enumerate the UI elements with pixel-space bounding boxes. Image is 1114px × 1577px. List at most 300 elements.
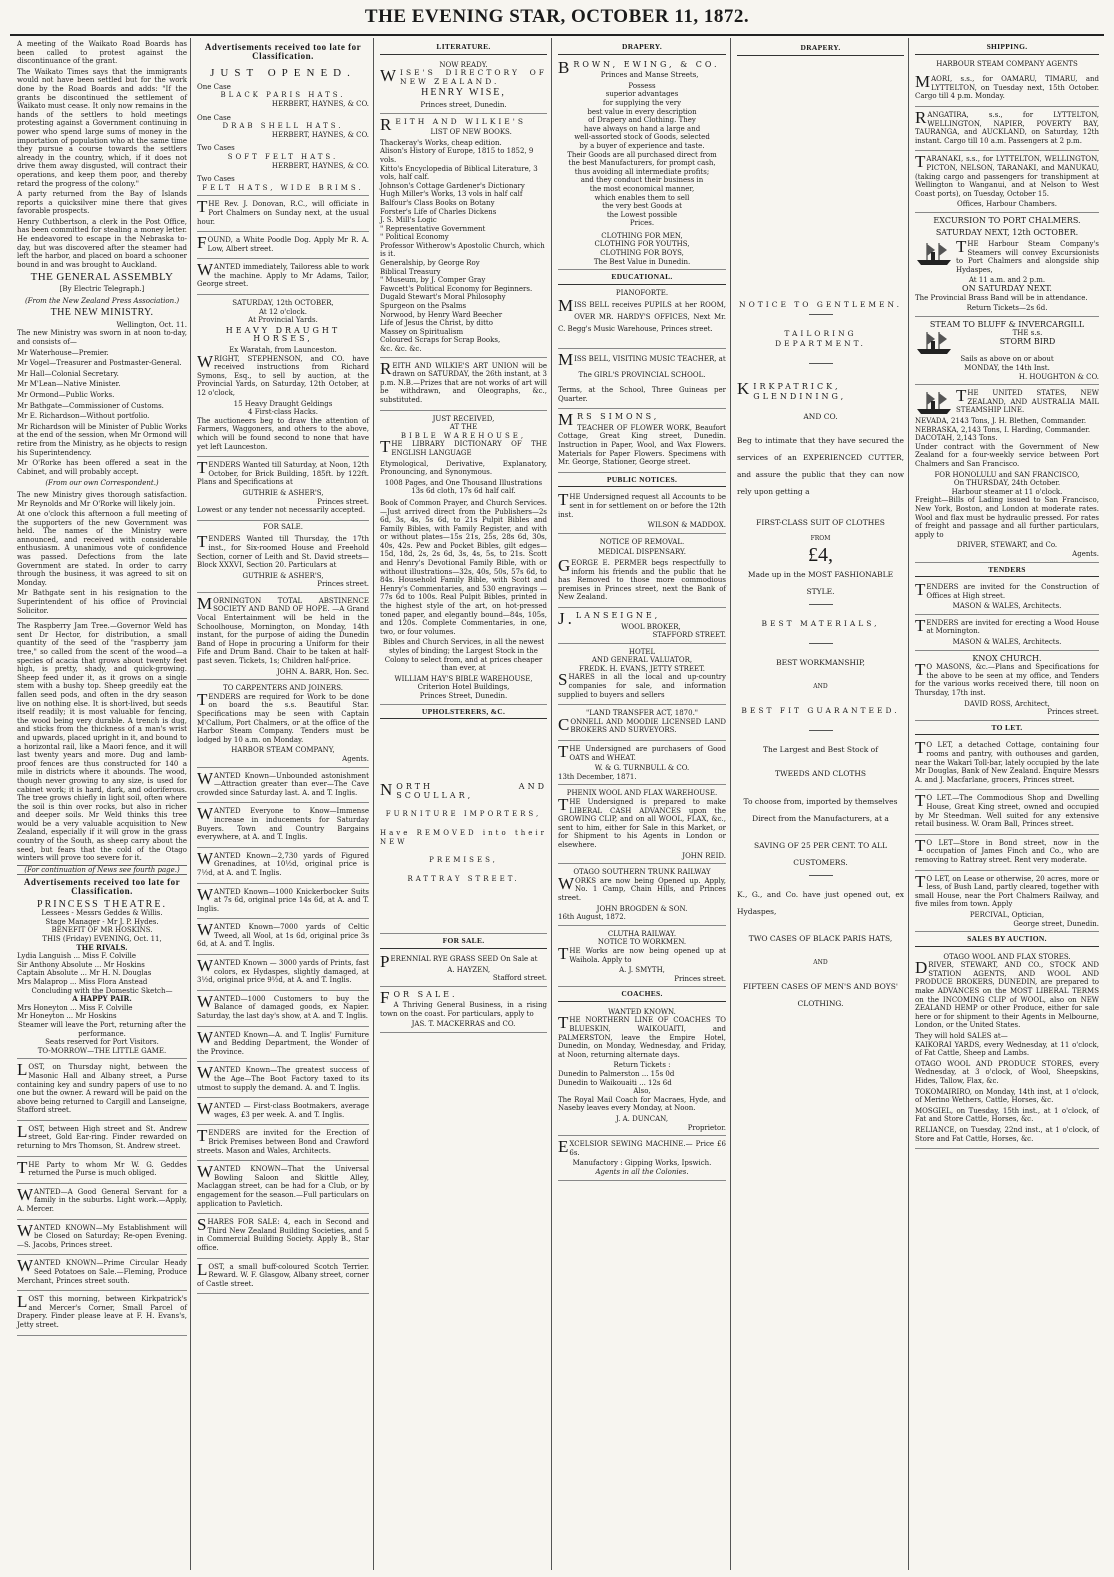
jam-tree-article: The Raspberry Jam Tree.—Governor Weld has sent Dr Hector, for distribution, a small quantity of the seed of the "raspberry jam tree," so called from the scent of the wood—a species of acacia that grows about twenty feet high, is pretty, shady, and quick-growing. Sheep feed under it, as it grows on a single stem with a bushy top. Sheep greedily eat the fallen seed pods, and often in the dry season live on nothing else. It is short-lived, but seeds itself readily; it is most valuable for fencing, the wood being very durable. A trench is dug, and sticks from the thickness of a man's wrist and upwards, placed upright in it, and bound to a horizontal rail, like a Maori fence, and it will last twenty years and more. Dug and lamb-proof fences are thus constructed for 140 a mile in districts where it abounds. The wood, though never growing to any size, is used for cabinet work; it is hard, dark, and odoriferous. The tree grows chiefly in light soil, often where the soil is thin over rocks, but also in richer and deeper soils. Mr Weld thinks this tree would be a very valuable acquisition to New Zealand, especially if it will grow in the grass country of the South, as sheep carry about the seed, but fears that the cold of the Otago winters will prove too severe for it. — [17, 622, 187, 863]
sale-time: At 12 o'clock. — [258, 307, 307, 316]
hat-firm: HERBERT, HAYNES, & CO. — [271, 161, 369, 170]
storm-date: MONDAY, the 14th Inst. — [964, 364, 1050, 373]
freight-body: Freight—Bills of Lading issued to San Francisco, New York, Boston, and London at moderate rates. Wool and flax must be hydraulic pressed. For rates of freight and passage and all further particulars, apply to — [915, 496, 1099, 539]
hats-ad — [197, 63, 369, 196]
inglis-ads — [197, 770, 369, 1126]
inglis-ad — [197, 850, 369, 884]
ship-icon — [915, 389, 953, 415]
small-ad — [17, 1257, 187, 1291]
continuation-note: (For continuation of News see fourth page.) — [17, 865, 187, 876]
notice-ad-text: THE Rev. J. Donovan, R.C., will officiate in Port Chalmers on Sunday next, at the usual hour. — [197, 197, 369, 226]
houghton-name: H. HOUGHTON & CO. — [1018, 372, 1099, 381]
manufactory-line: Manufactory : Gipping Works, Ipswich. — [572, 1159, 712, 1168]
book-entry: Biblical Treasury — [380, 267, 441, 276]
clutha-heading: CLUTHA RAILWAY. — [607, 929, 677, 938]
alongside-line: Harbour steamer at 11 o'clock. — [951, 487, 1063, 496]
cast-entry: Mr Honeyton ... Mr Hoskins — [17, 1012, 117, 1021]
tweeds-line: TWEEDS AND CLOTHS — [774, 769, 867, 778]
and-line: AND — [813, 683, 828, 690]
section-tenders: TENDERS — [915, 565, 1099, 578]
column-rule — [551, 38, 552, 1570]
inglis-ad — [197, 770, 369, 804]
assembly-title: THE GENERAL ASSEMBLY — [30, 271, 174, 284]
brown-line: the very best Goods at — [602, 202, 682, 211]
cast-entry: Mrs Honeyton ... Miss F. Colville — [17, 1003, 133, 1012]
shares-ad — [197, 1216, 369, 1258]
theatre-title: PRINCESS THEATRE. — [37, 898, 167, 910]
inglis-ad — [197, 921, 369, 955]
pianoforte-heading: PIANOFORTE. — [615, 288, 669, 297]
ship-list — [915, 417, 1099, 443]
tender2-sig: MASON & WALES, Architects. — [952, 638, 1062, 647]
small-ad-text: THE Party to whom Mr W. G. Geddes returned the Purse is much obliged. — [17, 1157, 187, 1178]
dateline: Wellington, Oct. 11. — [116, 320, 187, 329]
excelsior-ad — [558, 1138, 726, 1180]
column-rule — [908, 38, 909, 1570]
minister-entry: Mr Vogel—Treasurer and Postmaster-General. — [17, 359, 182, 368]
book-entry: Forster's Life of Charles Dickens — [380, 207, 497, 216]
book-entry: Massey on Spiritualism — [380, 327, 464, 336]
now-ready: NOW READY. — [439, 60, 488, 69]
north-title: NORTH AND SCOULLAR, — [380, 780, 547, 800]
phenix-ad — [558, 787, 726, 864]
tenders-ad-3 — [197, 1127, 369, 1161]
theatre-evening: THIS (Friday) EVENING, Oct. 11, — [42, 935, 162, 943]
suit-heading: FIRST-CLASS SUIT OF CLOTHES — [756, 518, 885, 527]
fit-line: BEST FIT GUARANTEED. — [741, 706, 900, 715]
bible-warehouse-ad — [380, 413, 547, 705]
tenders2-body: TENDERS Wanted till Thursday, the 17th inst., for Six-roomed House and Freehold Section, corner of Leith and St. David streets—Block XXXVI, Section 20. Particulars at — [197, 532, 369, 570]
column-news — [14, 40, 190, 1570]
storm-name: STORM BIRD — [999, 337, 1056, 347]
hat-qty: Two Cases — [197, 144, 235, 153]
tender1-sig: MASON & WALES, Architects. — [952, 602, 1062, 611]
suit-price: £4, — [808, 544, 833, 566]
column-late-ads — [194, 40, 372, 1570]
oats-sig: W. & G. TURNBULL & CO. — [594, 764, 690, 773]
excursion-times: At 11 a.m. and 2 p.m. — [968, 276, 1046, 285]
at-the: AT THE — [449, 423, 478, 432]
inglis-ad — [197, 805, 369, 847]
tender-1-ad — [915, 581, 1099, 615]
inglis-ad-text: WANTED — First-class Bootmakers, average wages, £3 per week. A. and T. Inglis. — [197, 1099, 369, 1119]
percival-name: PERCIVAL, Optician, — [969, 910, 1045, 919]
minister-entry: Mr O'Rorke has been offered a seat in the Cabinet, and will probably accept. — [17, 459, 187, 476]
section-drapery: DRAPERY. — [737, 42, 904, 56]
theatre-play: THE RIVALS. — [76, 942, 128, 952]
tenders1-body: TENDERS Wanted till Saturday, at Noon, 12th October, for Brick Building, 185ft. by 122ft. Plans and Specifications at — [197, 458, 369, 487]
ministry-title: THE NEW MINISTRY. — [50, 307, 154, 319]
wanted-known-heading: WANTED KNOWN. — [608, 1007, 676, 1016]
book-entry: Coloured Scraps for Scrap Books, — [380, 336, 501, 345]
sale-lots: 15 Heavy Draught Geldings — [233, 399, 333, 408]
intimate-body: Beg to intimate that they have secured the services of an EXPERIENCED CUTTER, and assure the public that they can now rely upon getting a — [737, 436, 904, 496]
book-entry: Professor Witherow's Apostolic Church, which is it. — [380, 241, 545, 259]
honolulu-heading: FOR HONOLULU and SAN FRANCISCO, — [934, 470, 1080, 479]
connell-ad — [558, 707, 726, 741]
for-sale-heading: FOR SALE. — [263, 522, 303, 531]
sale-note: The auctioneers beg to draw the attention of Farmers, Waggoners, and others to the above, which will be found second to none that have yet left Launceston. — [197, 416, 369, 451]
bell1-body: MISS BELL receives PUPILS at her ROOM, OVER MR. HARDY'S OFFICES, Next Mr. C. Begg's Music Warehouse, Princes street. — [558, 296, 726, 334]
press-assoc: (From the New Zealand Press Association.) — [24, 296, 180, 305]
sale-entry: TOKOMAIRIRO, on Monday, 14th inst, at 1 o'clock, of Merino Wethers, Cattle, Horses, &c. — [915, 1087, 1099, 1105]
brown-line: have always on hand a large and — [583, 124, 701, 133]
medical-heading: MEDICAL DISPENSARY. — [598, 548, 686, 557]
fare-entry: Dunedin to Palmerston ... 15s 0d — [558, 1070, 675, 1079]
art-union-ad — [380, 360, 547, 411]
inglis-ad — [197, 1100, 369, 1125]
excursion-body: THE Harbour Steam Company's Steamers will convey Excursionists to Port Chalmers and alongside ship Hydaspes, — [956, 237, 1099, 274]
horse-sale-ad — [197, 297, 369, 457]
small-ad — [17, 1123, 187, 1157]
clothing-lines — [558, 232, 726, 266]
smyth-name: A. J. SMYTH, — [619, 966, 665, 975]
book-entry: Norwood, by Henry Ward Beecher — [380, 310, 503, 319]
for-sale-title: FOR SALE. — [380, 987, 458, 1007]
own-correspondent: (From our own Correspondent.) — [45, 479, 159, 488]
mackerras-name: JAS. T. MACKERRAS and CO. — [411, 1020, 516, 1029]
proprietor-line: Proprietor. — [687, 1123, 726, 1132]
hat-item: FELT HATS, WIDE BRIMS. — [202, 183, 364, 192]
otago-rail-heading: OTAGO SOUTHERN TRUNK RAILWAY — [573, 868, 711, 877]
fifteen-line: FIFTEEN CASES OF MEN'S AND BOYS' CLOTHING. — [743, 982, 898, 1008]
book-entry: " Political Economy — [380, 233, 449, 242]
tenders-ad-2 — [197, 533, 369, 593]
inglis-ad-text: WANTED Everyone to Know—Immense increase in inducements for Saturday Buyers. Town and Country Bargains everywhere, at A. and T. Inglis. — [197, 804, 369, 842]
let-4-ad — [915, 873, 1099, 933]
small-ad-text: WANTED—A Good General Servant for a family in the suburbs. Light work.—Apply, A. Mercer. — [17, 1184, 187, 1214]
oats-body: THE Undersigned are purchasers of Good OATS and WHEAT. — [558, 742, 726, 762]
tailoring-heading: TAILORING DEPARTMENT. — [775, 329, 866, 348]
inglis-ad — [197, 886, 369, 920]
tenders-ad-1 — [197, 459, 369, 521]
hayzen-name: A. HAYZEN, — [447, 965, 491, 974]
thursday-line: On THURSDAY, 24th October. — [953, 479, 1061, 488]
ship-entry: DACOTAH, 2,143 Tons. — [915, 434, 998, 443]
us-mail-ad — [915, 387, 1099, 562]
column-literature — [377, 40, 550, 1570]
section-to-let: TO LET. — [915, 723, 1099, 736]
hay-loc2: Princes Street, Dunedin. — [419, 691, 508, 700]
brown-line: which enables them to sell — [594, 193, 690, 202]
reith-title: REITH AND WILKIE'S — [380, 114, 526, 134]
book-entry: Spurgeon on the Psalms — [380, 302, 467, 311]
let2-body: TO LET.—The Commodious Shop and Dwelling House, Great King street, owned and occupied by Mr Steedman. Well suited for any extensive retail business. W. Oram Ball, Princes street. — [915, 791, 1099, 829]
bell-ad-1 — [558, 297, 726, 349]
removal-heading: NOTICE OF REMOVAL. — [599, 537, 685, 546]
just-received: JUST RECEIVED, — [432, 414, 495, 423]
book-entry: Life of Jesus the Christ, by ditto — [380, 319, 493, 328]
wise-name: HENRY WISE, — [421, 87, 506, 99]
book-list — [380, 139, 547, 354]
reith-list-title: LIST OF NEW BOOKS. — [430, 128, 512, 137]
let-1-ad — [915, 739, 1099, 790]
mornington-sig: JOHN A. BARR, Hon. Sec. — [276, 667, 369, 676]
otago-wool-heading: OTAGO WOOL AND FLAX STORES. — [943, 952, 1071, 961]
telegraph-note: [By Electric Telegraph.] — [59, 285, 145, 294]
wilson-sig: WILSON & MADDOX. — [647, 521, 726, 530]
sales-list — [915, 1041, 1099, 1144]
theatre-lessees: Lessees - Messrs Geddes & Willis. — [41, 909, 163, 918]
phenix-heading: PHENIX WOOL AND FLAX WAREHOUSE. — [566, 789, 718, 798]
inglis-ad-text: WANTED Known — 3000 yards of Prints, fast colors, ex Hydaspes, slightly damaged, at 3½d, original price 9½d, at A. and T. Inglis. — [197, 956, 369, 985]
bowling-ad — [197, 1163, 369, 1214]
sale-entry: KAIKORAI YARDS, every Wednesday, at 11 o'clock, of Fat Cattle, Sheep and Lambs. — [915, 1040, 1099, 1058]
choose-line: To choose from, imported by themselves Direct from the Manufacturers, at a — [743, 797, 898, 823]
mornington-body: MORNINGTON TOTAL ABSTINENCE SOCIETY AND BAND OF HOPE. —A Grand Vocal Entertainment will be held in the Schoolhouse, Mornington, on Monday, 14th instant, for the purpose of aiding the Dunedin Band of Hope in procuring a Uniform for their Fife and Drum Band. Chair to be taken at half-past seven. Tickets, 1s; Children half-price. — [197, 593, 369, 666]
inglis-ad-text: WANTED Known—A. and T. Inglis' Furniture and Bedding Department, the Wonder of the Province. — [197, 1027, 369, 1056]
agents-line: Agents. — [1072, 549, 1099, 558]
shares-body: SHARES FOR SALE: 4, each in Second and Third New Zealand Building Societies, and 5 in Commercial Building Society. Apply B., Star office. — [197, 1215, 369, 1252]
minister-entry: Mr Waterhouse—Premier. — [17, 348, 109, 357]
small-ad — [17, 1061, 187, 1121]
offices-line: Offices, Harbour Chambers. — [957, 200, 1057, 209]
maori-ad — [915, 73, 1099, 107]
rangatira-ad — [915, 109, 1099, 151]
sales-intro: They will hold SALES at— — [915, 1032, 1008, 1041]
book-entry: &c. &c. &c. — [380, 345, 422, 353]
section-for-sale: FOR SALE. — [380, 936, 547, 949]
inglis-ad — [197, 1029, 369, 1063]
return-tickets: Return Tickets : — [613, 1061, 671, 1070]
art-union-body: REITH AND WILKIE'S ART UNION will be drawn on SATURDAY, the 26th instant, at 3 p.m. N.B.—Prizes that are not works of art will be withdrawn, and Oleographs, &c., substituted. — [380, 358, 547, 404]
inglis-ad-text: WANTED Known—The greatest success of the Age—The Boot Factory taxed to its utmost to supply the demand. A. and T. Inglis. — [197, 1063, 369, 1092]
theatre-cast — [17, 952, 187, 986]
brown-ewing-ad — [558, 59, 726, 271]
let4-body: TO LET, on Lease or otherwise, 20 acres, more or less, of Bush Land, partly cleared, together with small House, near the Port Chalmers Railway, and five miles from town. Apply — [915, 871, 1099, 909]
small-ad — [17, 1159, 187, 1184]
fare-entry: Dunedin to Waikouaiti ... 12s 6d — [558, 1078, 672, 1087]
sale-title: HEAVY DRAUGHT HORSES, — [225, 325, 341, 344]
inglis-ad-text: WANTED Known—1000 Knickerbocker Suits at 7s 6d, original price 14s 6d, at A. and T. Inglis. — [197, 884, 369, 913]
masthead-rule — [10, 34, 1104, 36]
carpenters-ad — [197, 682, 369, 767]
minister-entry: Mr E. Richardson—Without portfolio. — [17, 412, 150, 421]
hat-item: DRAB SHELL HATS. — [222, 122, 344, 131]
smyth-loc: Princes street. — [674, 974, 726, 983]
correspondent-paragraph: Mr Bathgate sent in his resignation to the Superintendent of his office of Provincial Solicitor. — [17, 589, 187, 615]
band-line: The Provincial Brass Band will be in attendance. — [915, 293, 1088, 302]
and-line-2: AND — [813, 959, 828, 966]
brown-line: well-assorted stock of Goods, selected — [574, 133, 710, 142]
tender-2-ad — [915, 617, 1099, 651]
saving-line: SAVING OF 25 PER CENT. TO ALL CUSTOMERS. — [753, 841, 888, 867]
misc-ads — [197, 198, 369, 295]
hotel-heading: HOTEL — [628, 647, 656, 656]
storm-bird-ad — [915, 319, 1099, 385]
notice-ad — [197, 261, 369, 295]
hat-item: BLACK PARIS HATS. — [220, 91, 346, 100]
theatre-sketch: A HAPPY PAIR. — [72, 994, 132, 1004]
taranaki-body: TARANAKI, s.s., for LYTTELTON, WELLINGTON, PICTON, NELSON, TARANAKI, and MANUKAU, (taking cargo and passengers for transhipment at Wellington to Wanganui, and at Nelson to West Coast ports), on Tuesday, October 15. — [915, 152, 1099, 198]
land-act-heading: "LAND TRANSFER ACT, 1870." — [585, 709, 699, 718]
small-ad-text: WANTED KNOWN—My Establishment will be Closed on Saturday; Re-open Evening.—S. Jacobs, Princes street. — [17, 1220, 187, 1249]
hay-loc: Criterion Hotel Buildings, — [417, 683, 510, 692]
simons-title: MRS SIMONS, — [558, 410, 660, 430]
tickets-line: Return Tickets—2s 6d. — [966, 304, 1048, 313]
late-ads-title: Advertisements received too late for Classification. — [204, 42, 362, 61]
north-scoullar-ad — [380, 723, 547, 934]
inglis-ad-text: WANTED Known—Unbounded astonishment—Attraction greater than ever—The Cave crowded since Saturday last. A. and T. Inglis. — [197, 768, 369, 797]
auction-ad — [915, 951, 1099, 1149]
ship-entry: NEVADA, 2143 Tons, J. H. Blethen, Commander. — [915, 417, 1087, 425]
book-entry: Fawcett's Political Economy for Beginners. — [380, 284, 533, 293]
small-ad-text: WANTED KNOWN—Prime Circular Heady Seed Potatoes on Sale.—Fleming, Produce Merchant, Princes street south. — [17, 1256, 187, 1285]
brown-line: Their Goods are all purchased direct from — [567, 150, 717, 159]
permer-body: GEORGE E. PERMER begs respectfully to inform his friends and the public that he has Removed to those more commodious premises in Princes street, next the Bank of New Zealand. — [558, 555, 726, 602]
news-paragraph: Henry Cuthbertson, a clerk in the Post Office, has been committed for stealing a money letter. He endeavored to escape in the Nebraska to-day, but was discovered after the steamer had left the harbor, and placed on board a schooner bound in and was brought to Auckland. — [17, 217, 187, 269]
royal-mail-body: The Royal Mail Coach for Macraes, Hyde, and Naseby leaves every Monday, at Noon. — [558, 1095, 726, 1113]
minister-entry: Mr Hall—Colonial Secretary. — [17, 369, 119, 378]
lost-dog-ad — [197, 1261, 369, 1295]
wilson-body: THE Undersigned request all Accounts to be sent in for settlement on or before the 12th inst. — [558, 490, 726, 519]
lanseigne-role: WOOL BROKER, — [621, 622, 681, 631]
phenix-sig: JOHN REID. — [682, 851, 726, 860]
evans-ad — [558, 646, 726, 706]
inglis-ad — [197, 993, 369, 1027]
shares-body: SHARES in all the local and up-country companies for sale, and information supplied to buyers and sellers — [558, 670, 726, 699]
theatre-seats: Seats reserved for Port Visitors. — [45, 1038, 159, 1047]
library-title: THE LIBRARY DICTIONARY OF THE ENGLISH LANGUAGE — [380, 437, 547, 457]
knox-heading: KNOX CHURCH. — [972, 653, 1042, 663]
brown-body — [558, 82, 726, 228]
excursion-date: SATURDAY NEXT, 12th OCTOBER. — [935, 227, 1079, 237]
column-shipping — [912, 40, 1102, 1570]
theatre-ad — [17, 899, 187, 1060]
section-educational: EDUCATIONAL. — [558, 272, 726, 285]
section-auction: SALES BY AUCTION. — [915, 934, 1099, 947]
minister-entry: Mr Bathgate—Commissioner of Customs. — [17, 401, 164, 410]
ship-icon — [915, 329, 953, 355]
inglis-ad — [197, 957, 369, 991]
business-ad — [380, 989, 547, 1033]
tenders2-firm: GUTHRIE & ASHER'S, — [242, 571, 324, 580]
sale-entry: MOSGIEL, on Tuesday, 15th inst., at 1 o'clock, of Fat and Store Cattle, Horses, &c. — [915, 1106, 1099, 1124]
works-date: 16th August, 1872. — [558, 913, 626, 922]
excursion-ad — [915, 215, 1099, 317]
tenders2-loc: Princes street. — [317, 580, 369, 589]
small-ad-text: LOST, between High street and St. Andrew street, Gold Ear-ring. Finder rewarded on returning to Mrs Thomson, St. Andrew street. — [17, 1121, 187, 1151]
lanseigne-loc: STAFFORD STREET. — [652, 631, 726, 640]
let-2-ad — [915, 792, 1099, 834]
book-entry: Generalship, by George Roy — [380, 259, 480, 268]
ministry-intro: The new Ministry was sworn in at noon to-day, and consists of— — [17, 329, 187, 346]
taranaki-ad — [915, 153, 1099, 213]
simons-ad — [558, 411, 726, 473]
theatre-cast2 — [17, 1004, 187, 1021]
hat-firm: HERBERT, HAYNES, & CO. — [271, 130, 369, 139]
bell2-terms: Terms, at the School, Three Guineas per Quarter. — [558, 386, 726, 403]
cast-entry: Mrs Malaprop ... Miss Flora Anstead — [17, 977, 148, 986]
hat-firm: HERBERT, HAYNES, & CO. — [271, 99, 369, 108]
minister-entry: Mr Ormond—Public Works. — [17, 390, 115, 399]
clothing-line: CLOTHING FOR YOUTHS, — [594, 240, 690, 249]
small-ad — [17, 1222, 187, 1256]
brown-line: Possess — [628, 81, 656, 90]
theatre-steamer: Steamer will leave the Port, returning after the performance. — [18, 1020, 186, 1038]
bowling-body: WANTED KNOWN—That the Universal Bowling Saloon and Skittle Alley, Maclaggan street, can be had for a Club, or by engagement for the season.—Full particulars on application to Pavletich. — [197, 1162, 369, 1208]
ross-name: DAVID ROSS, Architect, — [964, 699, 1050, 708]
tenders1-loc: Princes street. — [317, 497, 369, 506]
cast-entry: Captain Absolute ... Mr H. N. Douglas — [17, 969, 152, 978]
news-paragraph: A party returned from the Bay of Islands reports a quicksilver mine there that gives favorable prospects. — [17, 190, 187, 216]
section-upholsterers: UPHOLSTERERS, &C. — [380, 707, 547, 720]
also-line: Also, — [633, 1087, 651, 1096]
oats-date: 13th December, 1871. — [558, 772, 637, 781]
business-body: A Thriving General Business, in a rising town on the coast. For particulars, apply to — [380, 1001, 547, 1018]
sale-ex: Ex Waratah, from Launceston. — [229, 346, 337, 355]
bell2-body: MISS BELL, VISITING MUSIC TEACHER, at — [558, 350, 726, 370]
hats-list — [197, 83, 369, 193]
driver-name: DRIVER, STEWART, and Co. — [956, 541, 1058, 550]
brown-line: and they conduct their business in — [580, 176, 704, 185]
knox-ad — [915, 653, 1099, 721]
fares-list — [558, 1070, 726, 1087]
brown-line: of Drapery and Clothing. They — [588, 116, 696, 125]
small-ad-text: LOST this morning, between Kirkpatrick's and Mercer's Corner, Small Parcel of Drapery. Finder please leave at F. H. Evans's, Jetty street. — [17, 1292, 187, 1329]
warehouse-title: BIBLE WAREHOUSE, — [400, 431, 527, 440]
excursion-heading: EXCURSION TO PORT CHALMERS. — [933, 215, 1081, 225]
removed-line: Have REMOVED into their NEW — [380, 828, 547, 846]
column-rule — [373, 38, 374, 1570]
cast-entry: Sir Anthony Absolute ... Mr Hoskins — [17, 960, 145, 969]
let3-body: TO LET—Store in Bond street, now in the occupation of James Finch and Co., who are removing to Rattray street. Rent very moderate. — [915, 835, 1099, 864]
section-literature: LITERATURE. — [380, 42, 547, 55]
simons-body: TEACHER OF FLOWER WORK, Beaufort Cottage, Great King street, Dunedin. Instruction in Paper, Wool, and Wax Flowers. Materials for Paper Flowers. Specimens with Mr. George, Stationer, George street. — [558, 423, 726, 467]
hat-qty: One Case — [197, 113, 231, 122]
and-co: AND CO. — [803, 412, 838, 421]
rangatira-body: RANGATIRA, s.s., for LYTTELTON, WELLINGTON, NAPIER, POVERTY BAY, TAURANGA, and AUCKLAND, on Saturday, 12th instant. Cargo till 10 a.m. Passengers at 2 p.m. — [915, 107, 1099, 145]
lanseigne-ad — [558, 610, 726, 644]
maori-body: MAORI, s.s., for OAMARU, TIMARU, and LYTTELTON, on Tuesday next, 15th October. Cargo till 4 p.m. Monday. — [915, 72, 1099, 101]
section-drapery: DRAPERY. — [558, 42, 726, 55]
carpenters-title: TO CARPENTERS AND JOINERS. — [223, 684, 343, 693]
cast-entry: Lydia Languish ... Miss F. Colville — [17, 952, 137, 961]
inglis-ad-text: WANTED Known—2,730 yards of Figured Grenadines, at 10½d, original price is 7½d, at A. and T. Inglis. — [197, 848, 369, 877]
turnbull-ad — [558, 743, 726, 785]
clothing-line: The Best Value in Dunedin. — [593, 257, 691, 266]
carpenters-sig: HARBOR STEAM COMPANY, — [231, 746, 335, 755]
correspondent-text — [17, 491, 187, 615]
notice-gentlemen: NOTICE TO GENTLEMEN. — [739, 300, 902, 309]
bell2-school: The GIRL'S PROVINCIAL SCHOOL. — [578, 371, 706, 380]
clothing-line: CLOTHING FOR MEN, — [601, 231, 683, 240]
wilson-ad — [558, 491, 726, 533]
kirkpatrick-title: KIRKPATRICK, GLENDINING, — [737, 379, 847, 401]
book-entry: Johnson's Cottage Gardener's Dictionary — [380, 181, 525, 190]
sale-lots2: 4 First-class Hacks. — [248, 408, 318, 417]
excelsior-body: EXCELSIOR SEWING MACHINE.— Price £6 6s. — [558, 1137, 726, 1157]
sale-entry: RELIANCE, on Tuesday, 22nd inst., at 1 o'clock, of Store and Fat Cattle, Horses, &c. — [915, 1125, 1099, 1143]
book-entry: " Museum, by J. Comper Gray — [380, 276, 486, 285]
harbour-heading: HARBOUR STEAM COMPANY AGENTS — [936, 59, 1078, 68]
small-ad — [17, 1293, 187, 1335]
theatre-manager: Stage Manager - Mr J. P. Hydes. — [45, 917, 159, 926]
evans-name: FREDK. H. EVANS, JETTY STREET. — [579, 664, 705, 673]
book-entry: Alison's History of Europe, 1815 to 1852, 9 vols. — [380, 147, 534, 164]
minister-entry: Mr M'Lean—Native Minister. — [17, 380, 121, 389]
tenders1-firm: GUTHRIE & ASHER'S, — [242, 488, 324, 497]
wise-title: WISE'S DIRECTORY OF NEW ZEALAND. — [380, 66, 547, 86]
hat-item: SOFT FELT HATS. — [227, 152, 339, 161]
valuator-heading: AND GENERAL VALUATOR, — [591, 656, 693, 665]
two-cases-line: TWO CASES OF BLACK PARIS HATS, — [748, 934, 893, 943]
clutha-ad — [558, 928, 726, 988]
tender2-body: TENDERS are invited for erecting a Wood House at Mornington. — [915, 615, 1099, 636]
brown-line: by a buyer of experience and taste. — [579, 141, 705, 150]
workmanship-line: BEST WORKMANSHIP, — [776, 658, 865, 667]
inglis-ad-text: WANTED—1000 Customers to buy the Balance of damaged goods, ex Napier. Saturday, the last day's show, at A. and T. Inglis. — [197, 991, 369, 1021]
